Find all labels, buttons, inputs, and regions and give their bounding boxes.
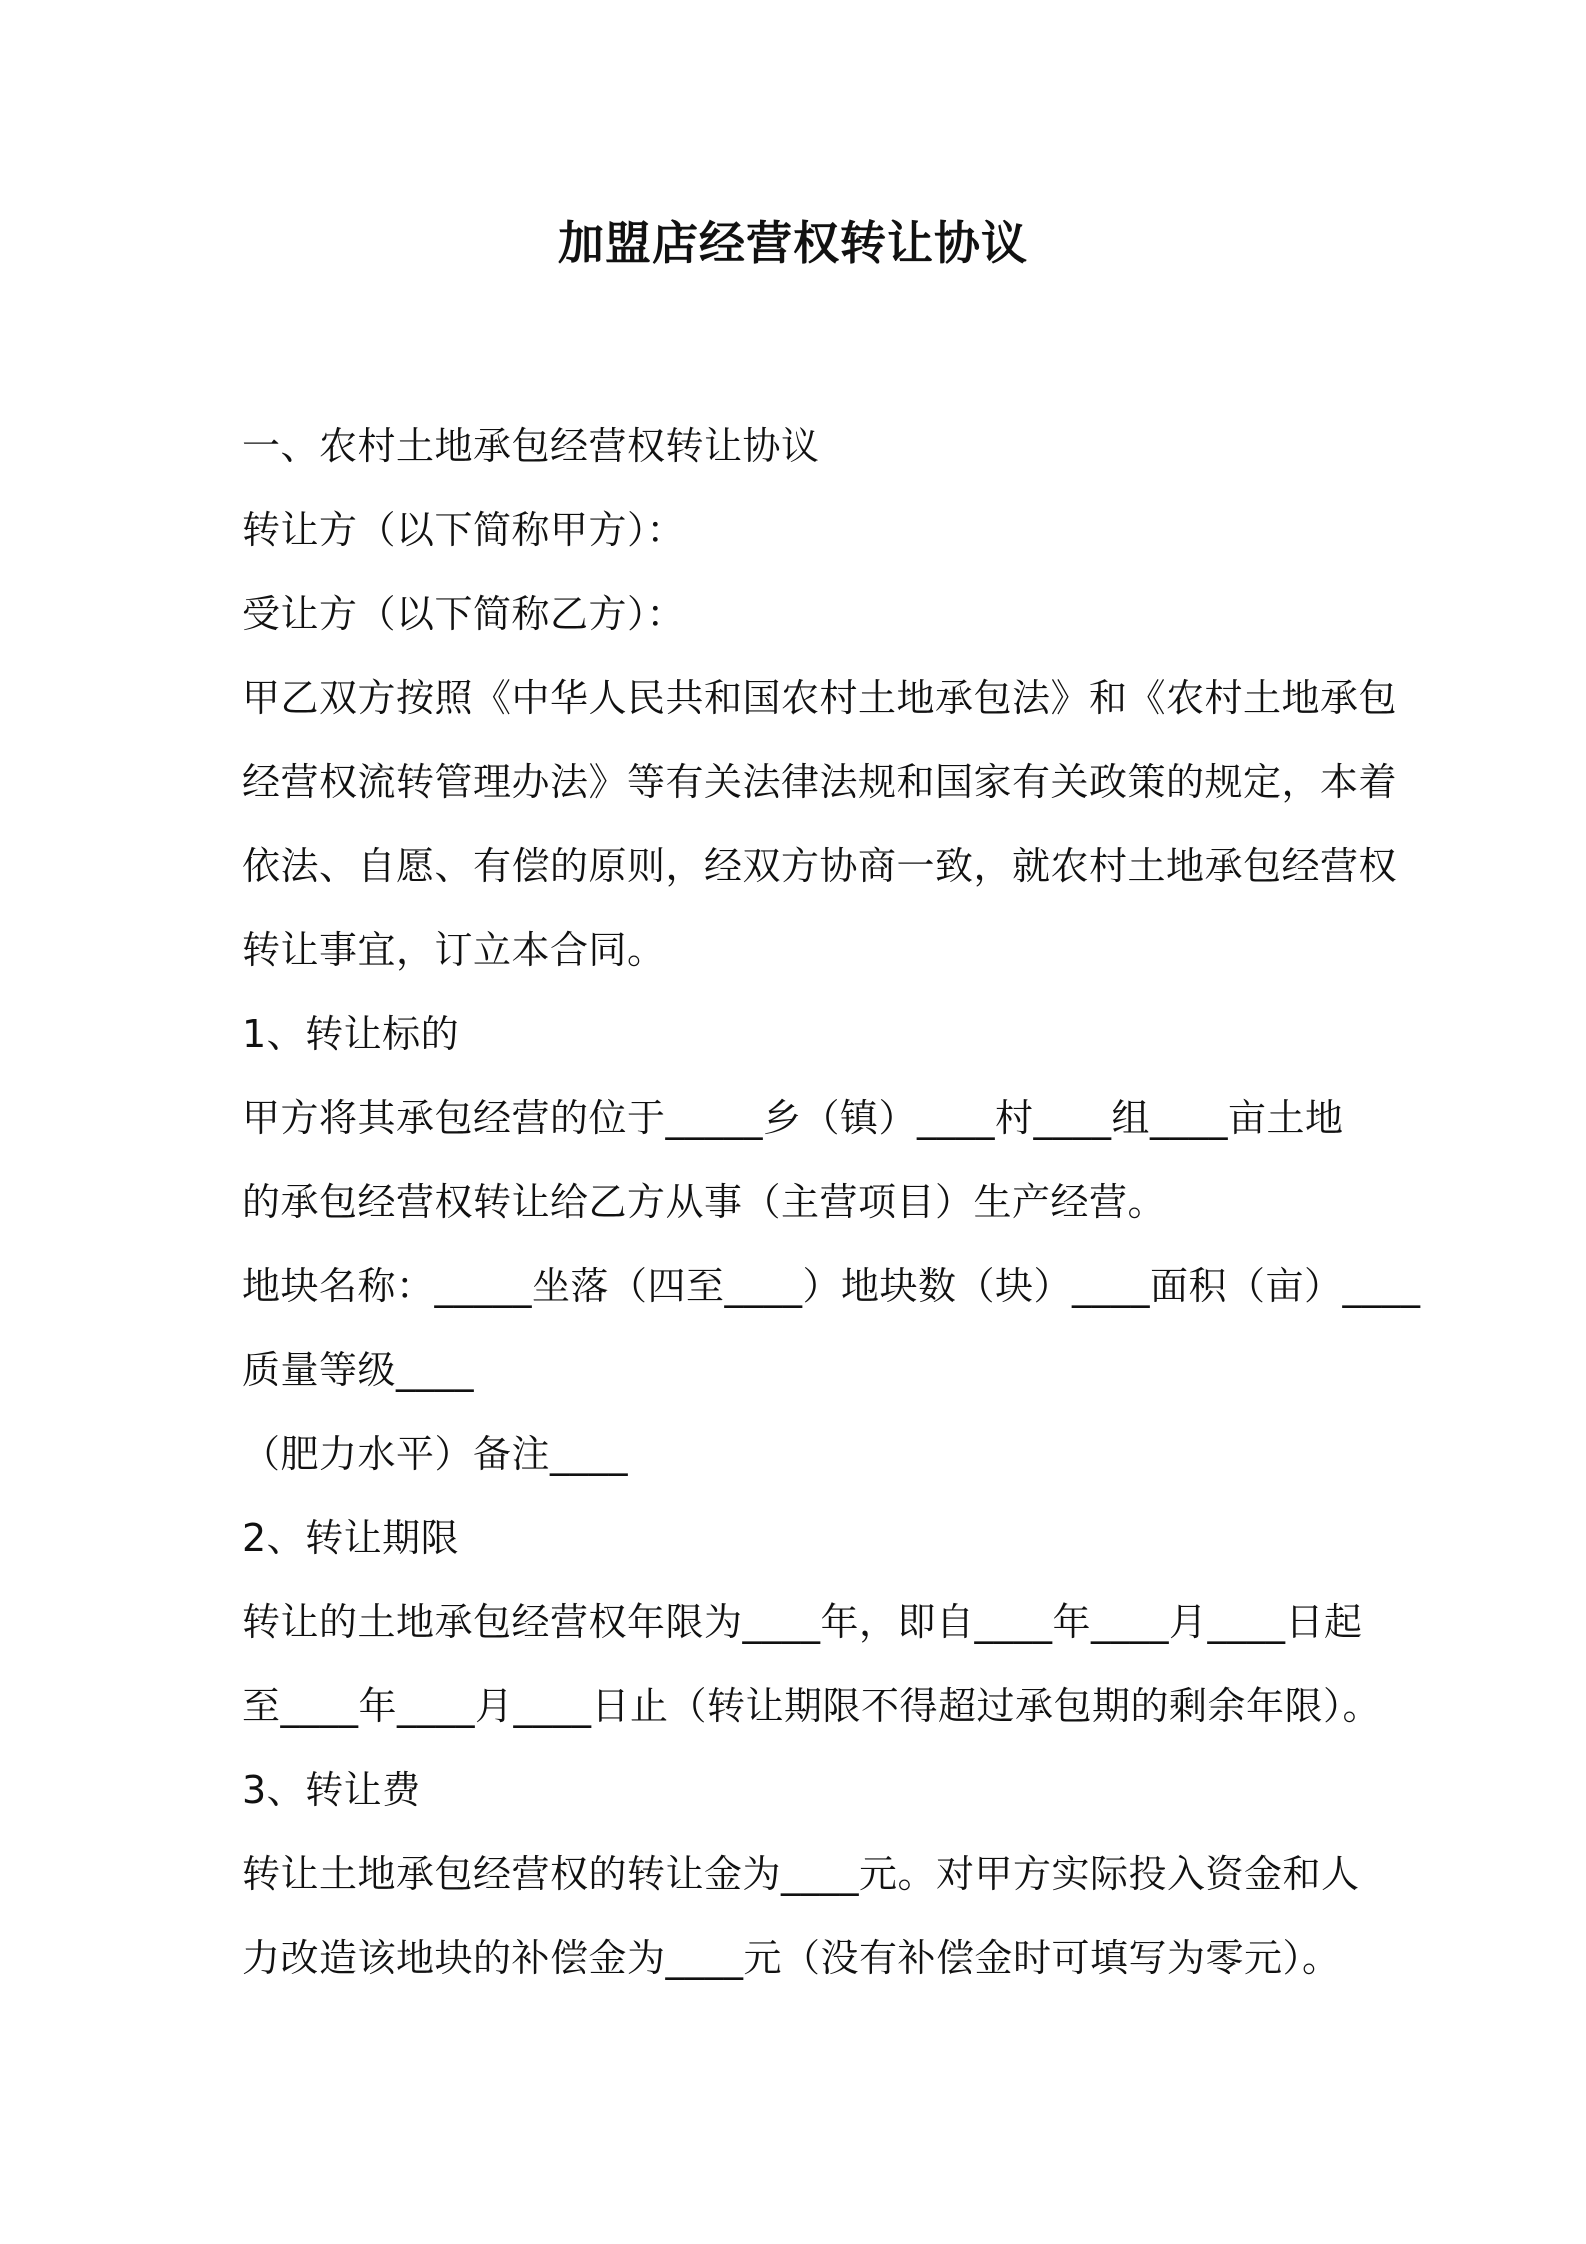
document-body xyxy=(242,404,1421,2000)
clause-heading: 3、转让费 xyxy=(242,1768,421,1812)
paragraph-line: 依法、自愿、有偿的原则，经双方协商一致，就农村土地承包经营权 xyxy=(242,844,1398,888)
paragraph-line: 转让土地承包经营权的转让金为____元。对甲方实际投入资金和人 xyxy=(242,1852,1360,1896)
clause-heading: 2、转让期限 xyxy=(242,1516,460,1560)
section-heading: 一、农村土地承包经营权转让协议 xyxy=(242,424,820,468)
paragraph-line: 至____年____月____日止（转让期限不得超过承包期的剩余年限）。 xyxy=(242,1684,1382,1728)
transferee-line: 受让方（以下简称乙方）： xyxy=(242,592,686,636)
paragraph-line: 甲方将其承包经营的位于_____乡（镇）____村____组____亩土地 xyxy=(242,1096,1344,1140)
paragraph-line: 质量等级____ xyxy=(242,1348,475,1392)
paragraph-line: 的承包经营权转让给乙方从事（主营项目）生产经营。 xyxy=(242,1180,1167,1224)
paragraph-line: （肥力水平）备注____ xyxy=(242,1432,629,1476)
paragraph-line: 力改造该地块的补偿金为____元（没有补偿金时可填写为零元）。 xyxy=(242,1936,1341,1980)
transferor-line: 转让方（以下简称甲方）： xyxy=(242,508,686,552)
clause-heading: 1、转让标的 xyxy=(242,1012,460,1056)
paragraph-line: 甲乙双方按照《中华人民共和国农村土地承包法》和《农村土地承包 xyxy=(242,676,1398,720)
document-title: 加盟店经营权转让协议 xyxy=(558,216,1028,270)
paragraph-line: 地块名称：_____坐落（四至____）地块数（块）____面积（亩）____ xyxy=(242,1264,1421,1308)
paragraph-line: 转让的土地承包经营权年限为____年，即自____年____月____日起 xyxy=(242,1600,1363,1644)
paragraph-line: 转让事宜，订立本合同。 xyxy=(242,928,666,972)
paragraph-line: 经营权流转管理办法》等有关法律法规和国家有关政策的规定，本着 xyxy=(242,760,1398,804)
